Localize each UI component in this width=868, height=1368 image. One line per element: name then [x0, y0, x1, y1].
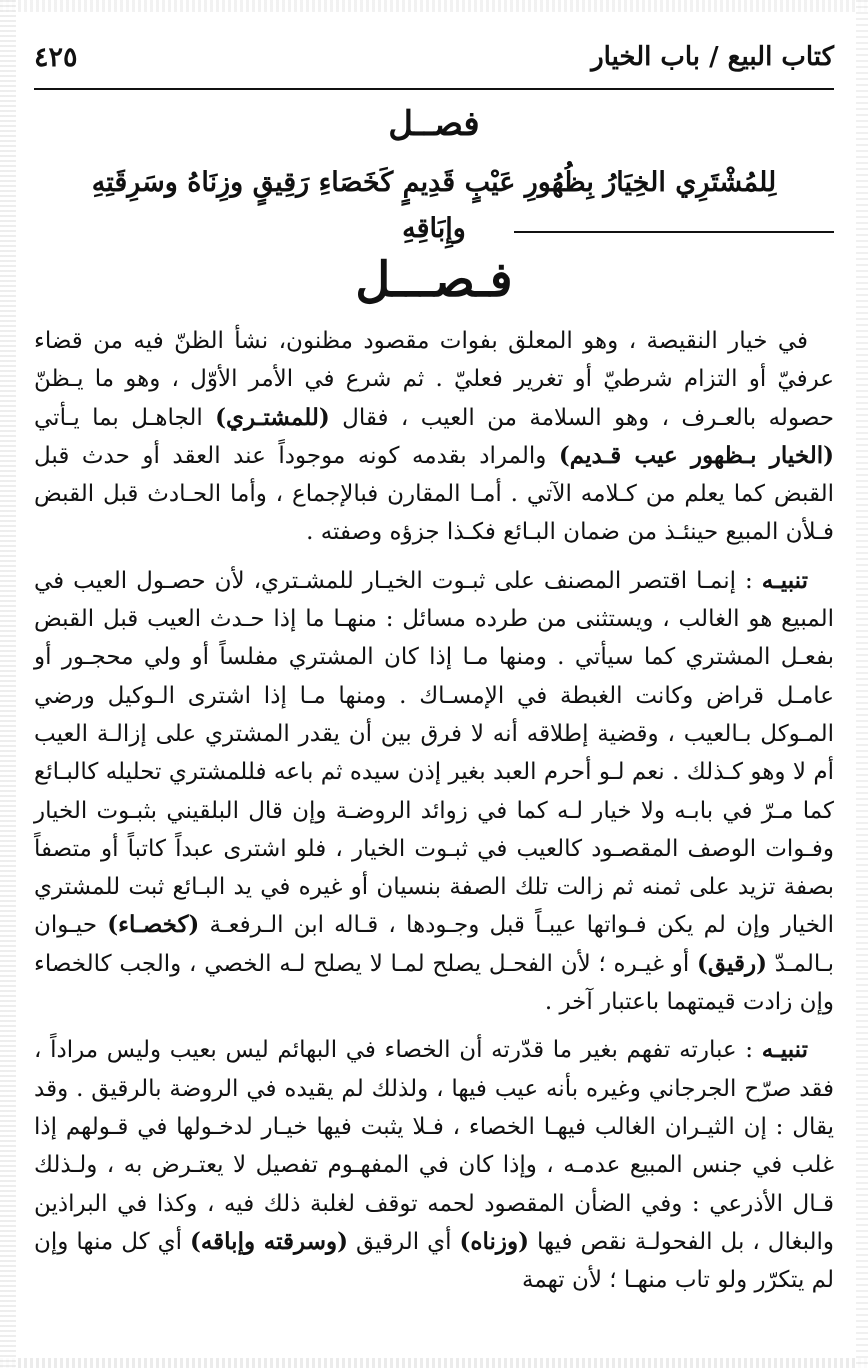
commentary-paragraph	[34, 1031, 834, 1299]
sharh-heading: فـصـــل	[355, 252, 513, 308]
commentary-paragraph	[34, 322, 834, 552]
bold-run: (وزناه)	[459, 1227, 529, 1255]
page-number: ٤٢٥	[34, 42, 78, 73]
scan-edge-top	[0, 0, 868, 12]
commentary-paragraph	[34, 562, 834, 1022]
matn-heading: فصــل	[388, 104, 480, 144]
text-run: أي الرقيق	[347, 1228, 460, 1255]
bold-run: تنبيـه	[761, 1036, 808, 1064]
matn-text: لِلمُشْتَرِي الخِيَارُ بِظُهُورِ عَيْبٍ قَدِيمٍ كَخَصَاءِ رَقِيقٍ وزِنَاهُ وسَرِقَتِهِ وإِبَاقِهِ	[91, 167, 777, 244]
scan-edge-right	[856, 0, 868, 1368]
scan-edge-bottom	[0, 1358, 868, 1368]
matn-separator-rule	[514, 231, 834, 233]
text-run: أي كل منها وإن لم يتكرّر ولو تاب منهـا ؛ لأن تهمة	[34, 1228, 834, 1294]
text-run: في خيار النقيصة ، وهو المعلق بفوات مقصود مظنون، نشأ الظنّ فيه من قضاء عرفيّ أو التزام شرطيّ أو تغرير فعليّ . ثم شرع في الأمر الأوّل ، وهو ما يـظنّ حصوله بالعـرف ، وهو السلامة من العيب ، فقال	[34, 328, 834, 431]
bold-run: (رقيق)	[696, 949, 767, 977]
text-run: حيـوان بـالمـدّ	[34, 912, 834, 977]
running-title: كتاب البيع / باب الخيار	[591, 42, 834, 72]
commentary-body	[34, 322, 834, 1309]
text-run: : عبارته تفهم بغير ما قدّرته أن الخصاء في البهائم ليس بعيب وليس مراداً ، فقد صرّح الجرجاني وغيره بأنه عيب فيها ، ولذلك لم يقيده في الروضة بالرقيق . وقد يقال : إن الثيـران الغالب فيهـا الخصاء ، فـلا يثبت فيها خيـار لدخـولها في قـولهم إذا غلب في جنس المبيع عدمـه ، وإذا كان في المفهـوم تفصيل لا يعتـرض به ، ولـذلك قـال الأذرعي : وفي الضأن المقصود لحمه توقف لغلبة ذلك فيه ، وكذا في البراذين والبغال ، بل الفحولـة نقص فيها	[34, 1037, 835, 1255]
text-run: : إنمـا اقتصر المصنف على ثبـوت الخيـار للمشـتري، لأن حصـول العيب في المبيع هو الغالب ، ويستثنى من طرده مسائل : منهـا ما إذا حـدث العيب قبل القبض بفعـل المشتري كما سيأتي . ومنها مـا إذا كان المشتري مفلساً أو ولي محجـور أو عامـل قراض وكانت الغبطة في الإمسـاك . ومنها مـا إذا اشترى الـوكيل ورضي المـوكل بـالعيب ، وقضية إطلاقه أنه لا فرق بين أن يقدر المشتري على إزالـة العيب أم لا وهو كـذلك . نعم لـو أحرم العبد بغير إذن سيده ثم باعه فللمشتري تحليله كالبـائع كما مـرّ في بابـه ولا خيار لـه كما في زوائد الروضـة وإن قال البلقيني بثبـوت الخيار وفـوات الوصف المقصـود كالعيب في ثبـوت الخيار ، فلو اشترى عبداً كاتباً أو متصفاً بصفة تزيد على ثمنه ثم زالت تلك الصفة بنسيان أو غيره في يد البـائع ثبت للمشتري الخيار وإن لم يكن فـواتها عيبـاً قبل وجـودها ، قـاله ابن الـرفعـة	[34, 567, 834, 939]
bold-run: (وسرقته وإباقه)	[189, 1227, 348, 1255]
text-run: والمراد بقدمه كونه موجوداً عند العقد أو حدث قبل القبض كما يعلم من كـلامه الآتي . أمـا المقارن فبالإجماع ، وأما الحـادث قبل القبض فـلأن المبيع حينئـذ من ضمان البـائع فكـذا جزؤه وصفته .	[34, 442, 834, 546]
text-run: أو غيـره ؛ لأن الفحـل يصلح لمـا لا يصلح لـه الخصي ، والجب كالخصاء وإن زادت قيمتهما باعتبار آخر .	[34, 950, 834, 1016]
bold-run: (للمشتـري)	[215, 403, 330, 431]
bold-run: تنبيـه	[761, 566, 808, 594]
page-header	[34, 40, 834, 86]
bold-run: (الخيار بـظهور عيب قـديم)	[558, 441, 834, 469]
text-run: الجاهـل بما يـأتي	[34, 404, 216, 431]
scan-edge-left	[0, 0, 16, 1368]
header-rule	[34, 88, 834, 90]
bold-run: (كخصـاء)	[107, 911, 200, 939]
